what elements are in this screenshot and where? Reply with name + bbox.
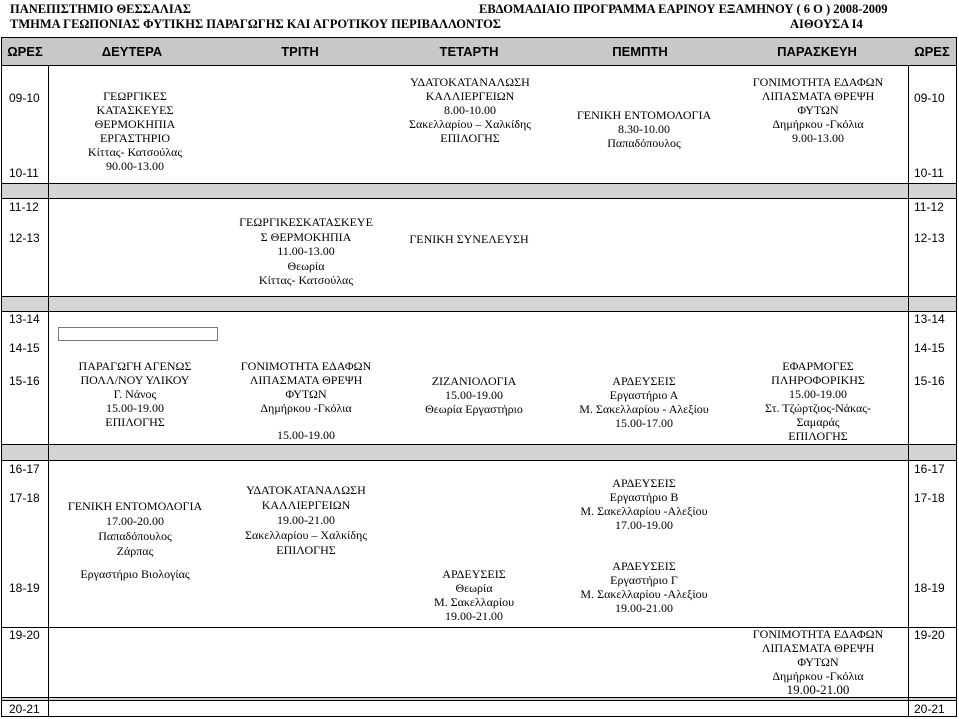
class-mon-evening: ΓΕΝΙΚΗ ΕΝΤΟΜΟΛΟΓΙΑ 17.00-20.00 Παπαδόπουλος Ζάρπας: [67, 499, 203, 558]
university-name: ΠΑΝΕΠΙΣΤΗΜΙΟ ΘΕΣΣΑΛΙΑΣ: [10, 2, 191, 16]
class-tue-afternoon: ΓΟΝΙΜΟΤΗΤΑ ΕΔΑΦΩΝ ΛΙΠΑΣΜΑΤΑ ΘΡΕΨΗ ΦΥΤΩΝ Δημήρκου -Γκόλια 15.00-19.00: [240, 359, 372, 442]
time-label: 19-20: [914, 628, 945, 642]
time-label: 17-18: [914, 491, 945, 505]
schedule-title: ΕΒΔΟΜΑΔΙΑΙΟ ΠΡΟΓΡΑΜΜΑ ΕΑΡΙΝΟΥ ΕΞΑΜΗΝΟΥ ( 6 Ο ) 2008-2009: [479, 2, 888, 16]
col-wednesday: ΤΕΤΑΡΤΗ: [439, 44, 499, 59]
class-thu-evening-b: ΑΡΔΕΥΣΕΙΣ Εργαστήριο Β Μ. Σακελλαρίου -Αλεξίου 17.00-19.00: [580, 476, 708, 532]
time-label: 18-19: [9, 581, 40, 595]
general-assembly: ΓΕΝΙΚΗ ΣΥΝΕΛΕΥΣΗ: [409, 232, 529, 246]
room-label: ΑΙΘΟΥΣΑ Ι4: [790, 17, 863, 31]
col-hours-right: ΩΡΕΣ: [914, 44, 950, 59]
col-hours-left: ΩΡΕΣ: [7, 44, 43, 59]
time-label: 17-18: [9, 491, 40, 505]
time-label: 10-11: [914, 166, 944, 180]
time-label: 13-14: [9, 312, 40, 326]
class-mon-afternoon: ΠΑΡΑΓΩΓΗ ΑΓΕΝΩΣ ΠΟΛΛ/ΝΟΥ ΥΛΙΚΟΥ Γ. Νάνος 15.00-19.00 ΕΠΙΛΟΓΗΣ: [78, 359, 192, 429]
class-wed-afternoon: ΖΙΖΑΝΙΟΛΟΓΙΑ 15.00-19.00 Θεωρία Εργαστήριο: [425, 374, 523, 416]
class-thu-evening-c: ΑΡΔΕΥΣΕΙΣ Εργαστήριο Γ Μ. Σακελλαρίου -Αλεξίου 19.00-21.00: [580, 559, 708, 615]
time-label: 09-10: [9, 91, 40, 105]
time-label: 09-10: [914, 91, 945, 105]
time-label: 20-21: [9, 702, 40, 716]
time-label: 14-15: [9, 341, 40, 355]
class-mon-morning: ΓΕΩΡΓΙΚΕΣ ΚΑΤΑΣΚΕΥΕΣ ΘΕΡΜΟΚΗΠΙΑ ΕΡΓΑΣΤΗΡΙΟ Κίττας- Κατσούλας 90.00-13.00: [87, 89, 183, 173]
col-tuesday: ΤΡΙΤΗ: [281, 44, 319, 59]
class-tue-midday: ΓΕΩΡΓΙΚΕΣΚΑΤΑΣΚΕΥΕ Σ ΘΕΡΜΟΚΗΠΙΑ 11.00-13.00 Θεωρία Κίττας- Κατσούλας: [239, 215, 373, 287]
class-fri-morning: ΓΟΝΙΜΟΤΗΤΑ ΕΔΑΦΩΝ ΛΙΠΑΣΜΑΤΑ ΘΡΕΨΗ ΦΥΤΩΝ Δημήρκου -Γκόλια 9.00-13.00: [752, 75, 884, 145]
class-wed-evening: ΑΡΔΕΥΣΕΙΣ Θεωρία Μ. Σακελλαρίου 19.00-21.00: [433, 567, 515, 623]
time-label: 16-17: [9, 462, 40, 476]
time-label: 18-19: [914, 581, 945, 595]
time-label: 15-16: [9, 374, 40, 388]
time-label: 10-11: [9, 166, 39, 180]
time-label: 12-13: [9, 231, 40, 245]
time-label: 15-16: [914, 374, 945, 388]
class-wed-morning: ΥΔΑΤΟΚΑΤΑΝΑΛΩΣΗ ΚΑΛΛΙΕΡΓΕΙΩΝ 8.00-10.00 Σακελλαρίου – Χαλκίδης ΕΠΙΛΟΓΗΣ: [408, 75, 532, 145]
class-tue-evening: ΥΔΑΤΟΚΑΤΑΝΑΛΩΣΗ ΚΑΛΛΙΕΡΓΕΙΩΝ 19.00-21.00 Σακελλαρίου – Χαλκίδης ΕΠΙΛΟΓΗΣ: [244, 483, 368, 557]
time-label: 16-17: [914, 462, 945, 476]
lab-location: Εργαστήριο Βιολογίας: [80, 567, 190, 581]
class-thu-morning: ΓΕΝΙΚΗ ΕΝΤΟΜΟΛΟΓΙΑ 8.30-10.00 Παπαδόπουλος: [576, 108, 712, 150]
empty-box: [58, 327, 218, 341]
class-thu-afternoon: ΑΡΔΕΥΣΕΙΣ Εργαστήριο Α Μ. Σακελλαρίου - Αλεξίου 15.00-17.00: [579, 374, 709, 430]
department-name: ΤΜΗΜΑ ΓΕΩΠΟΝΙΑΣ ΦΥΤΙΚΗΣ ΠΑΡΑΓΩΓΗΣ ΚΑΙ ΑΓΡΟΤΙΚΟΥ ΠΕΡΙΒΑΛΛΟΝΤΟΣ: [10, 17, 501, 31]
col-monday: ΔΕΥΤΕΡΑ: [101, 44, 163, 59]
time-label: 19-20: [9, 628, 40, 642]
time-label: 11-12: [914, 200, 944, 214]
time-label: 12-13: [914, 231, 945, 245]
time-label: 11-12: [9, 200, 39, 214]
time-label: 14-15: [914, 341, 945, 355]
col-thursday: ΠΕΜΠΤΗ: [612, 44, 668, 59]
class-fri-afternoon: ΕΦΑΡΜΟΓΕΣ ΠΛΗΡΟΦΟΡΙΚΗΣ 15.00-19.00 Στ. Τζώρτζιος-Νάκας- Σαμαράς ΕΠΙΛΟΓΗΣ: [764, 359, 872, 443]
col-friday: ΠΑΡΑΣΚΕΥΗ: [777, 44, 857, 59]
time-label: 13-14: [914, 312, 945, 326]
time-label: 20-21: [914, 702, 945, 716]
class-fri-evening: ΓΟΝΙΜΟΤΗΤΑ ΕΔΑΦΩΝ ΛΙΠΑΣΜΑΤΑ ΘΡΕΨΗ ΦΥΤΩΝ Δημήρκου -Γκόλια 19.00-21.00: [752, 627, 884, 697]
